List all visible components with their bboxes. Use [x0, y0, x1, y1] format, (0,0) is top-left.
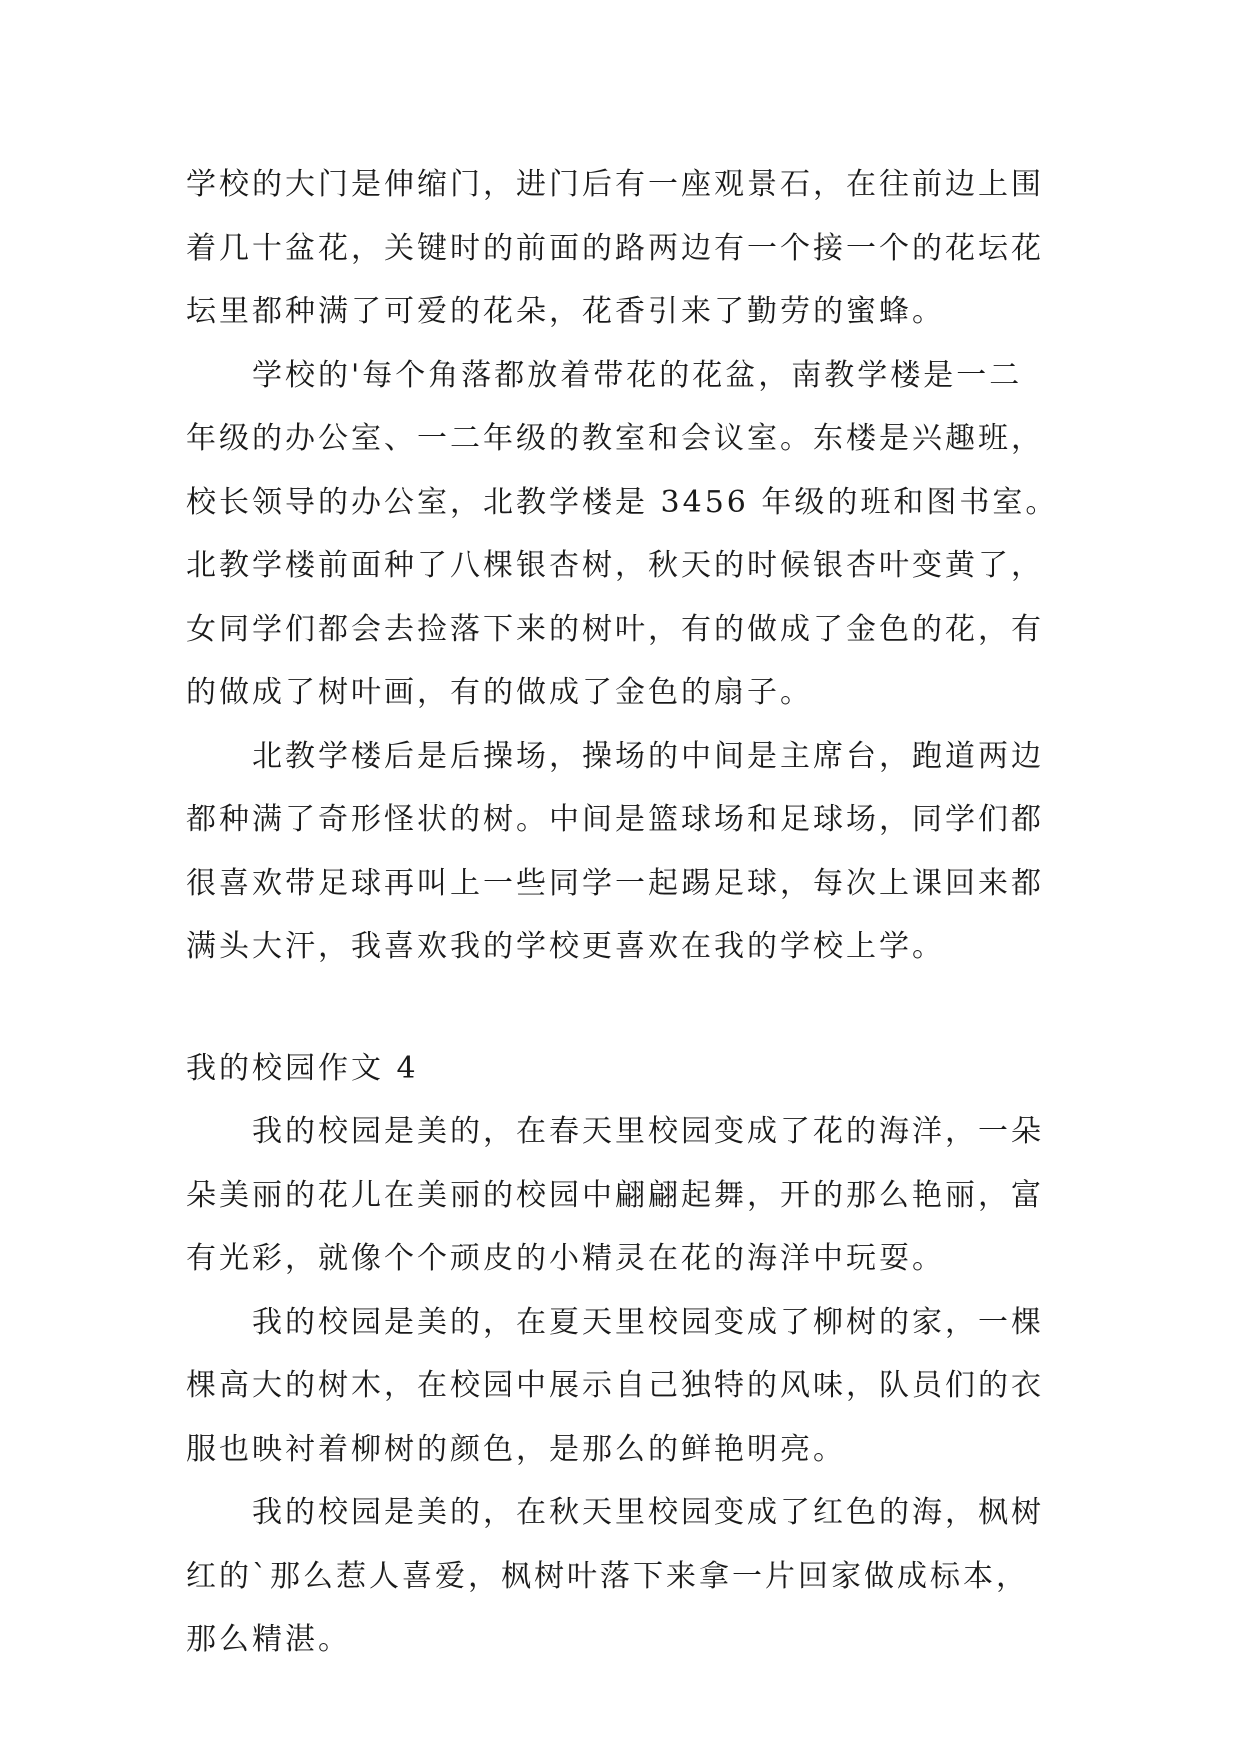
text-line: 服也映衬着柳树的颜色，是那么的鲜艳明亮。 — [186, 1431, 846, 1467]
text-line: 学校的大门是伸缩门，进门后有一座观景石，在往前边上围 — [186, 167, 1044, 202]
text-line: 年级的办公室、一二年级的教室和会议室。东楼是兴趣班， — [186, 421, 1044, 456]
text-line: 女同学们都会去捡落下来的树叶，有的做成了金色的花，有 — [186, 611, 1044, 647]
text-line: 朵美丽的花儿在美丽的校园中翩翩起舞，开的那么艳丽，富 — [186, 1177, 1044, 1213]
paragraph — [186, 1100, 1056, 1291]
paragraph — [186, 344, 1059, 725]
paragraph — [186, 1481, 1056, 1672]
text-line: 棵高大的树木，在校园中展示自己独特的风味，队员们的衣 — [186, 1368, 1044, 1403]
text-line: 北教学楼后是后操场，操场的中间是主席台，跑道两边 — [252, 738, 1044, 774]
text-line: 我的校园是美的，在秋天里校园变成了红色的海，枫树 — [252, 1495, 1044, 1530]
document-body — [186, 153, 1059, 1672]
text-line: 坛里都种满了可爱的花朵，花香引来了勤劳的蜜蜂。 — [186, 294, 945, 329]
text-line: 的做成了树叶画，有的做成了金色的扇子。 — [186, 675, 813, 710]
text-line: 满头大汗，我喜欢我的学校更喜欢在我的学校上学。 — [186, 929, 945, 964]
paragraph — [186, 725, 1056, 979]
paragraph — [186, 1291, 1056, 1482]
paragraph — [186, 153, 1056, 344]
text-line: 校长领导的办公室，北教学楼是 3456 年级的班和图书室。 — [186, 484, 1059, 520]
text-line: 那么精湛。 — [186, 1622, 351, 1657]
section-spacer — [186, 979, 1056, 1037]
text-line: 红的`那么惹人喜爱，枫树叶落下来拿一片回家做成标本， — [186, 1558, 1029, 1594]
text-line: 我的校园是美的，在春天里校园变成了花的海洋，一朵 — [252, 1114, 1044, 1149]
text-line: 学校的'每个角落都放着带花的花盆，南教学楼是一二 — [252, 357, 1023, 393]
text-line: 有光彩，就像个个顽皮的小精灵在花的海洋中玩耍。 — [186, 1241, 945, 1276]
text-line: 都种满了奇形怪状的树。中间是篮球场和足球场，同学们都 — [186, 802, 1044, 837]
text-line: 我的校园是美的，在夏天里校园变成了柳树的家，一棵 — [252, 1304, 1044, 1340]
text-line: 着几十盆花，关键时的前面的路两边有一个接一个的花坛花 — [186, 230, 1044, 266]
text-line: 北教学楼前面种了八棵银杏树，秋天的时候银杏叶变黄了， — [186, 548, 1044, 583]
text-line: 很喜欢带足球再叫上一些同学一起踢足球，每次上课回来都 — [186, 865, 1044, 901]
section-heading: 我的校园作文 4 — [186, 1050, 419, 1086]
